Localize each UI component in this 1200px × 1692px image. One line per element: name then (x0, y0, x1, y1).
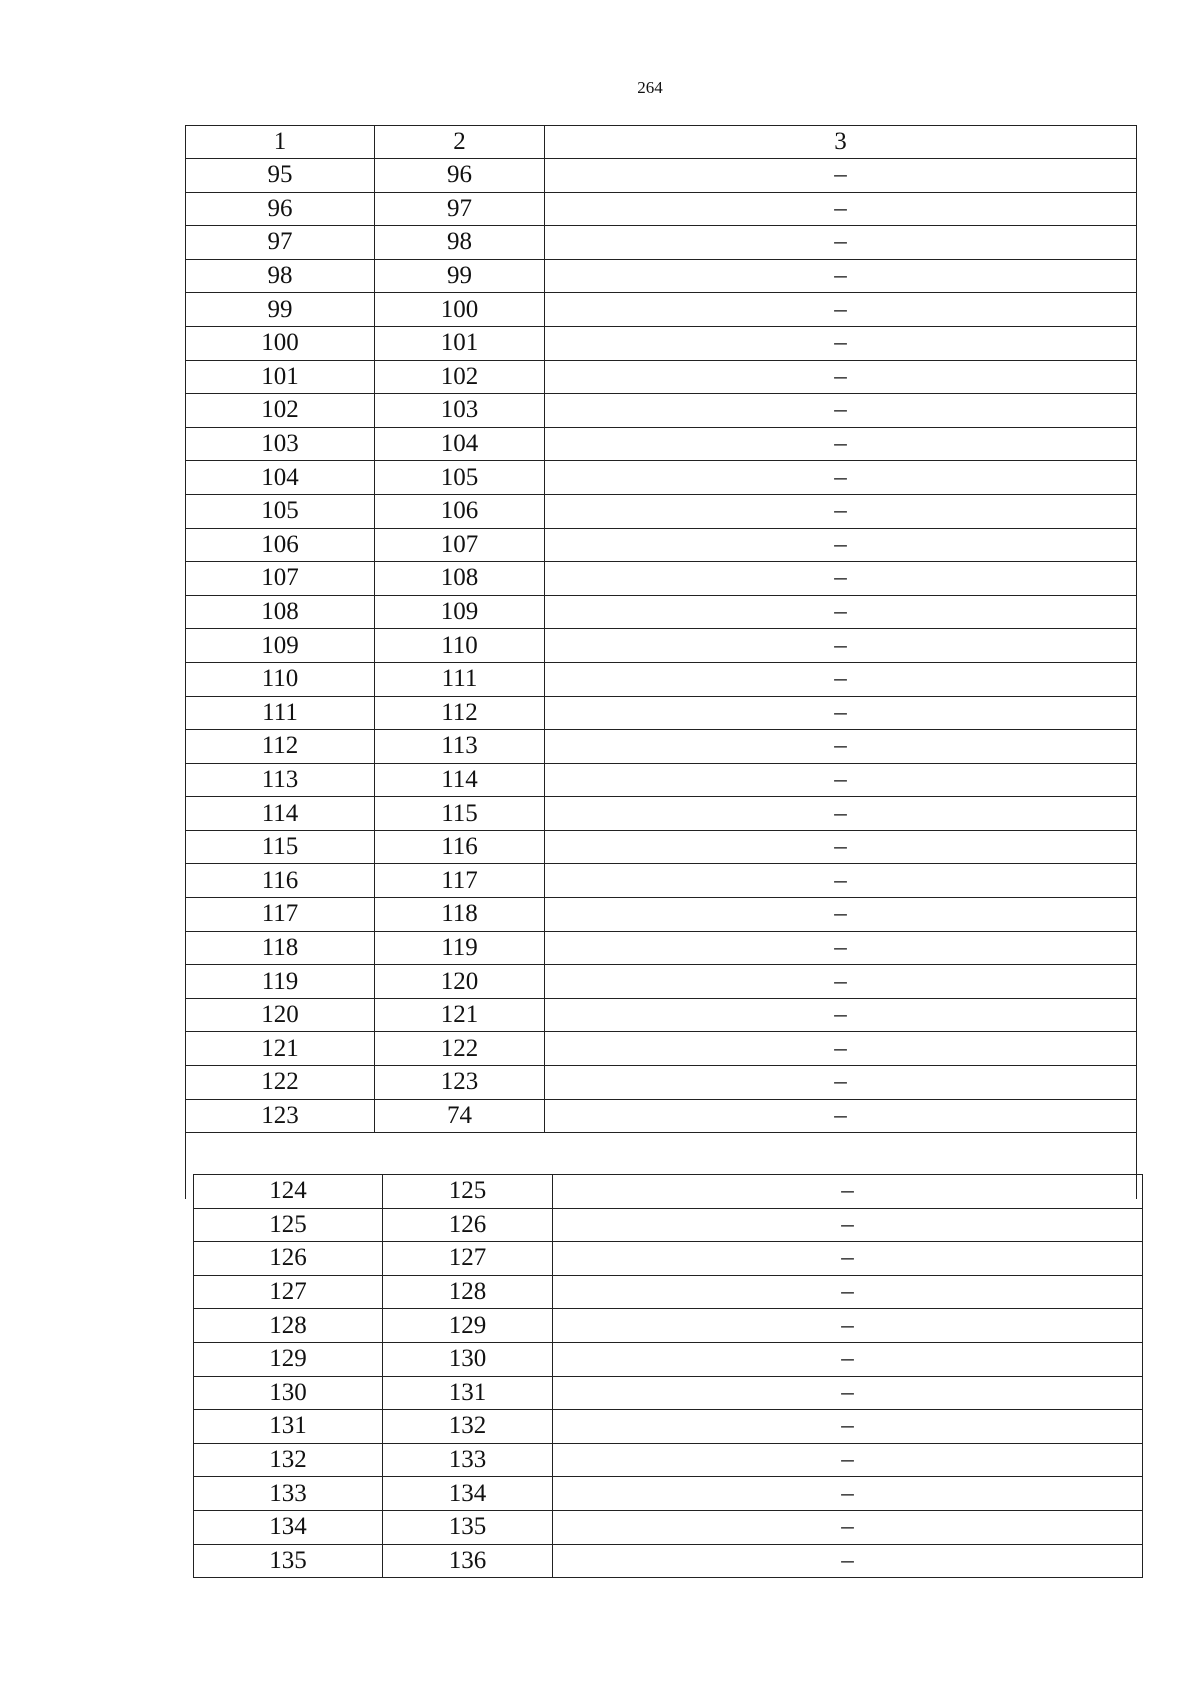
table-row (186, 830, 1137, 864)
table-cell-col3: – (545, 1066, 1137, 1100)
table-cell-col3: – (545, 159, 1137, 193)
table-cell-col2: 108 (375, 562, 545, 596)
table-row (194, 1410, 1143, 1444)
table-cell-col1: 124 (194, 1175, 383, 1209)
table-row (186, 864, 1137, 898)
table-cell-col3: – (553, 1376, 1143, 1410)
table-cell-col1: 121 (186, 1032, 375, 1066)
table-cell-col1: 133 (194, 1477, 383, 1511)
table-cell-col2: 112 (375, 696, 545, 730)
table-cell-col3: – (545, 226, 1137, 260)
table-cell-col1: 126 (194, 1242, 383, 1276)
table-cell-col3: – (545, 830, 1137, 864)
table-cell-col1: 95 (186, 159, 375, 193)
table-row (186, 226, 1137, 260)
table-cell-col1: 134 (194, 1510, 383, 1544)
table-row (186, 528, 1137, 562)
table-row (186, 998, 1137, 1032)
table-row (186, 730, 1137, 764)
table-row (186, 1066, 1137, 1100)
table-cell-col3: – (545, 360, 1137, 394)
table-row (186, 394, 1137, 428)
table-cell-col3: – (545, 998, 1137, 1032)
table-cell-col2: 105 (375, 461, 545, 495)
table-cell-col3: – (553, 1410, 1143, 1444)
table-row (186, 1032, 1137, 1066)
table-cell-col1: 101 (186, 360, 375, 394)
table-row (194, 1477, 1143, 1511)
table-cell-col2: 128 (383, 1275, 553, 1309)
table-cell-col3: – (545, 259, 1137, 293)
table-cell-col2: 131 (383, 1376, 553, 1410)
table-row (194, 1242, 1143, 1276)
table-cell-col2: 130 (383, 1342, 553, 1376)
table-row (186, 326, 1137, 360)
table-cell-col3: – (553, 1342, 1143, 1376)
table-cell-col2: 113 (375, 730, 545, 764)
table-cell-col1: 122 (186, 1066, 375, 1100)
table-cell-col2: 100 (375, 293, 545, 327)
table-cell-col2: 121 (375, 998, 545, 1032)
table-cell-col3: – (545, 662, 1137, 696)
table-row (194, 1443, 1143, 1477)
table-cell-col2: 122 (375, 1032, 545, 1066)
table-cell-col2: 117 (375, 864, 545, 898)
table-cell-col2: 129 (383, 1309, 553, 1343)
table-cell-col1: 129 (194, 1342, 383, 1376)
table-cell-col1: 113 (186, 763, 375, 797)
table-row (186, 360, 1137, 394)
table-cell-col2: 109 (375, 595, 545, 629)
table-cell-col2: 136 (383, 1544, 553, 1578)
table-cell-col1: 125 (194, 1208, 383, 1242)
table-cell-col2: 97 (375, 192, 545, 226)
table-row (186, 898, 1137, 932)
table-row (186, 662, 1137, 696)
table-row (186, 494, 1137, 528)
table-cell-col3: – (545, 1032, 1137, 1066)
table-row (186, 461, 1137, 495)
table-cell-col2: 116 (375, 830, 545, 864)
table-cell-col2: 133 (383, 1443, 553, 1477)
table-cell-col3: – (545, 898, 1137, 932)
table-cell-col3: – (545, 696, 1137, 730)
table-cell-col3: – (553, 1443, 1143, 1477)
table-cell-col1: 120 (186, 998, 375, 1032)
table-cell-col2: 127 (383, 1242, 553, 1276)
table-cell-col3: – (545, 192, 1137, 226)
table-cell-col2: 98 (375, 226, 545, 260)
table-cell-col3: – (545, 864, 1137, 898)
table-cell-col2: 104 (375, 427, 545, 461)
table-cell-col2: 123 (375, 1066, 545, 1100)
table-row (194, 1309, 1143, 1343)
table-cell-col1: 127 (194, 1275, 383, 1309)
table-cell-col3: – (545, 965, 1137, 999)
table-cell-col3: – (545, 562, 1137, 596)
table-cell-col1: 96 (186, 192, 375, 226)
table-cell-col1: 107 (186, 562, 375, 596)
table-row (186, 696, 1137, 730)
table-cell-col2: 111 (375, 662, 545, 696)
table-cell-col2: 101 (375, 326, 545, 360)
table-cell-col3: – (545, 326, 1137, 360)
table-cell-col3: – (545, 461, 1137, 495)
table-cell-col1: 97 (186, 226, 375, 260)
table-cell-col1: 111 (186, 696, 375, 730)
table-header-row (186, 126, 1137, 159)
table-row (186, 1099, 1137, 1133)
table-cell-col2: 119 (375, 931, 545, 965)
table-cell-col1: 99 (186, 293, 375, 327)
table-cell-col1: 108 (186, 595, 375, 629)
table-cell-col1: 105 (186, 494, 375, 528)
table-row (186, 159, 1137, 193)
table-cell-col2: 103 (375, 394, 545, 428)
table-cell-col1: 103 (186, 427, 375, 461)
table-cell-col1: 106 (186, 528, 375, 562)
table-cell-col3: – (553, 1275, 1143, 1309)
table-cell-col1: 109 (186, 629, 375, 663)
table-cell-col1: 115 (186, 830, 375, 864)
table-row (194, 1510, 1143, 1544)
table-row (186, 629, 1137, 663)
data-table-top (185, 125, 1137, 1199)
table-cell-col1: 104 (186, 461, 375, 495)
table-cell-col3: – (545, 427, 1137, 461)
table-cell-col1: 98 (186, 259, 375, 293)
table-cell-col1: 100 (186, 326, 375, 360)
table-cell-col3: – (545, 629, 1137, 663)
table-cell-col3: – (553, 1208, 1143, 1242)
table-row (186, 965, 1137, 999)
table-row (194, 1208, 1143, 1242)
table-cell-col3: – (553, 1510, 1143, 1544)
table-cell-col2: 110 (375, 629, 545, 663)
table-cell-col1: 123 (186, 1099, 375, 1133)
table-cell-col2: 107 (375, 528, 545, 562)
table-cell-col2: 120 (375, 965, 545, 999)
table-cell-col3: – (545, 763, 1137, 797)
table-cell-col2: 74 (375, 1099, 545, 1133)
table-cell-col1: 135 (194, 1544, 383, 1578)
table-cell-col2: 99 (375, 259, 545, 293)
table-row (186, 595, 1137, 629)
table-cell-col3: – (553, 1309, 1143, 1343)
table-cell-col2: 115 (375, 797, 545, 831)
table-cell-col1: 117 (186, 898, 375, 932)
table-cell-col1: 119 (186, 965, 375, 999)
table-row (186, 562, 1137, 596)
table-cell-col2: 132 (383, 1410, 553, 1444)
table-cell-col2: 126 (383, 1208, 553, 1242)
page-number: 264 (637, 78, 663, 97)
table-cell-col1: 110 (186, 662, 375, 696)
table-cell-col1: 102 (186, 394, 375, 428)
table-cell-col2: 96 (375, 159, 545, 193)
table-cell-col1: 114 (186, 797, 375, 831)
table-row (186, 931, 1137, 965)
table-cell-col3: – (553, 1544, 1143, 1578)
table-cell-col3: – (545, 494, 1137, 528)
table-cell-col2: 102 (375, 360, 545, 394)
table-row (186, 192, 1137, 226)
header-cell-col2: 2 (375, 126, 545, 159)
table-cell-col2: 134 (383, 1477, 553, 1511)
table-cell-col3: – (545, 394, 1137, 428)
table-cell-col1: 132 (194, 1443, 383, 1477)
table-cell-col1: 128 (194, 1309, 383, 1343)
table-cell-col1: 131 (194, 1410, 383, 1444)
table-cell-col2: 106 (375, 494, 545, 528)
table-row (186, 427, 1137, 461)
table-cell-col3: – (553, 1242, 1143, 1276)
table-cell-col1: 116 (186, 864, 375, 898)
table-cell-col1: 112 (186, 730, 375, 764)
table-row (194, 1275, 1143, 1309)
table-row (194, 1342, 1143, 1376)
header-cell-col3: 3 (545, 126, 1137, 159)
table-cell-col3: – (545, 595, 1137, 629)
table-cell-col3: – (545, 797, 1137, 831)
data-table-bottom (193, 1174, 1143, 1578)
table-cell-col3: – (553, 1175, 1143, 1209)
table-cell-col2: 114 (375, 763, 545, 797)
table-row (194, 1544, 1143, 1578)
table-row (194, 1175, 1143, 1209)
table-cell-col1: 130 (194, 1376, 383, 1410)
table-cell-col3: – (545, 931, 1137, 965)
table-cell-col2: 118 (375, 898, 545, 932)
header-cell-col1: 1 (186, 126, 375, 159)
table-row (186, 797, 1137, 831)
table-cell-col3: – (545, 730, 1137, 764)
table-cell-col3: – (545, 293, 1137, 327)
table-row (186, 293, 1137, 327)
table-cell-col3: – (553, 1477, 1143, 1511)
table-cell-col1: 118 (186, 931, 375, 965)
table-row (194, 1376, 1143, 1410)
table-cell-col3: – (545, 528, 1137, 562)
table-row (186, 763, 1137, 797)
table-cell-col2: 135 (383, 1510, 553, 1544)
table-cell-col3: – (545, 1099, 1137, 1133)
table-row (186, 259, 1137, 293)
table-cell-col2: 125 (383, 1175, 553, 1209)
